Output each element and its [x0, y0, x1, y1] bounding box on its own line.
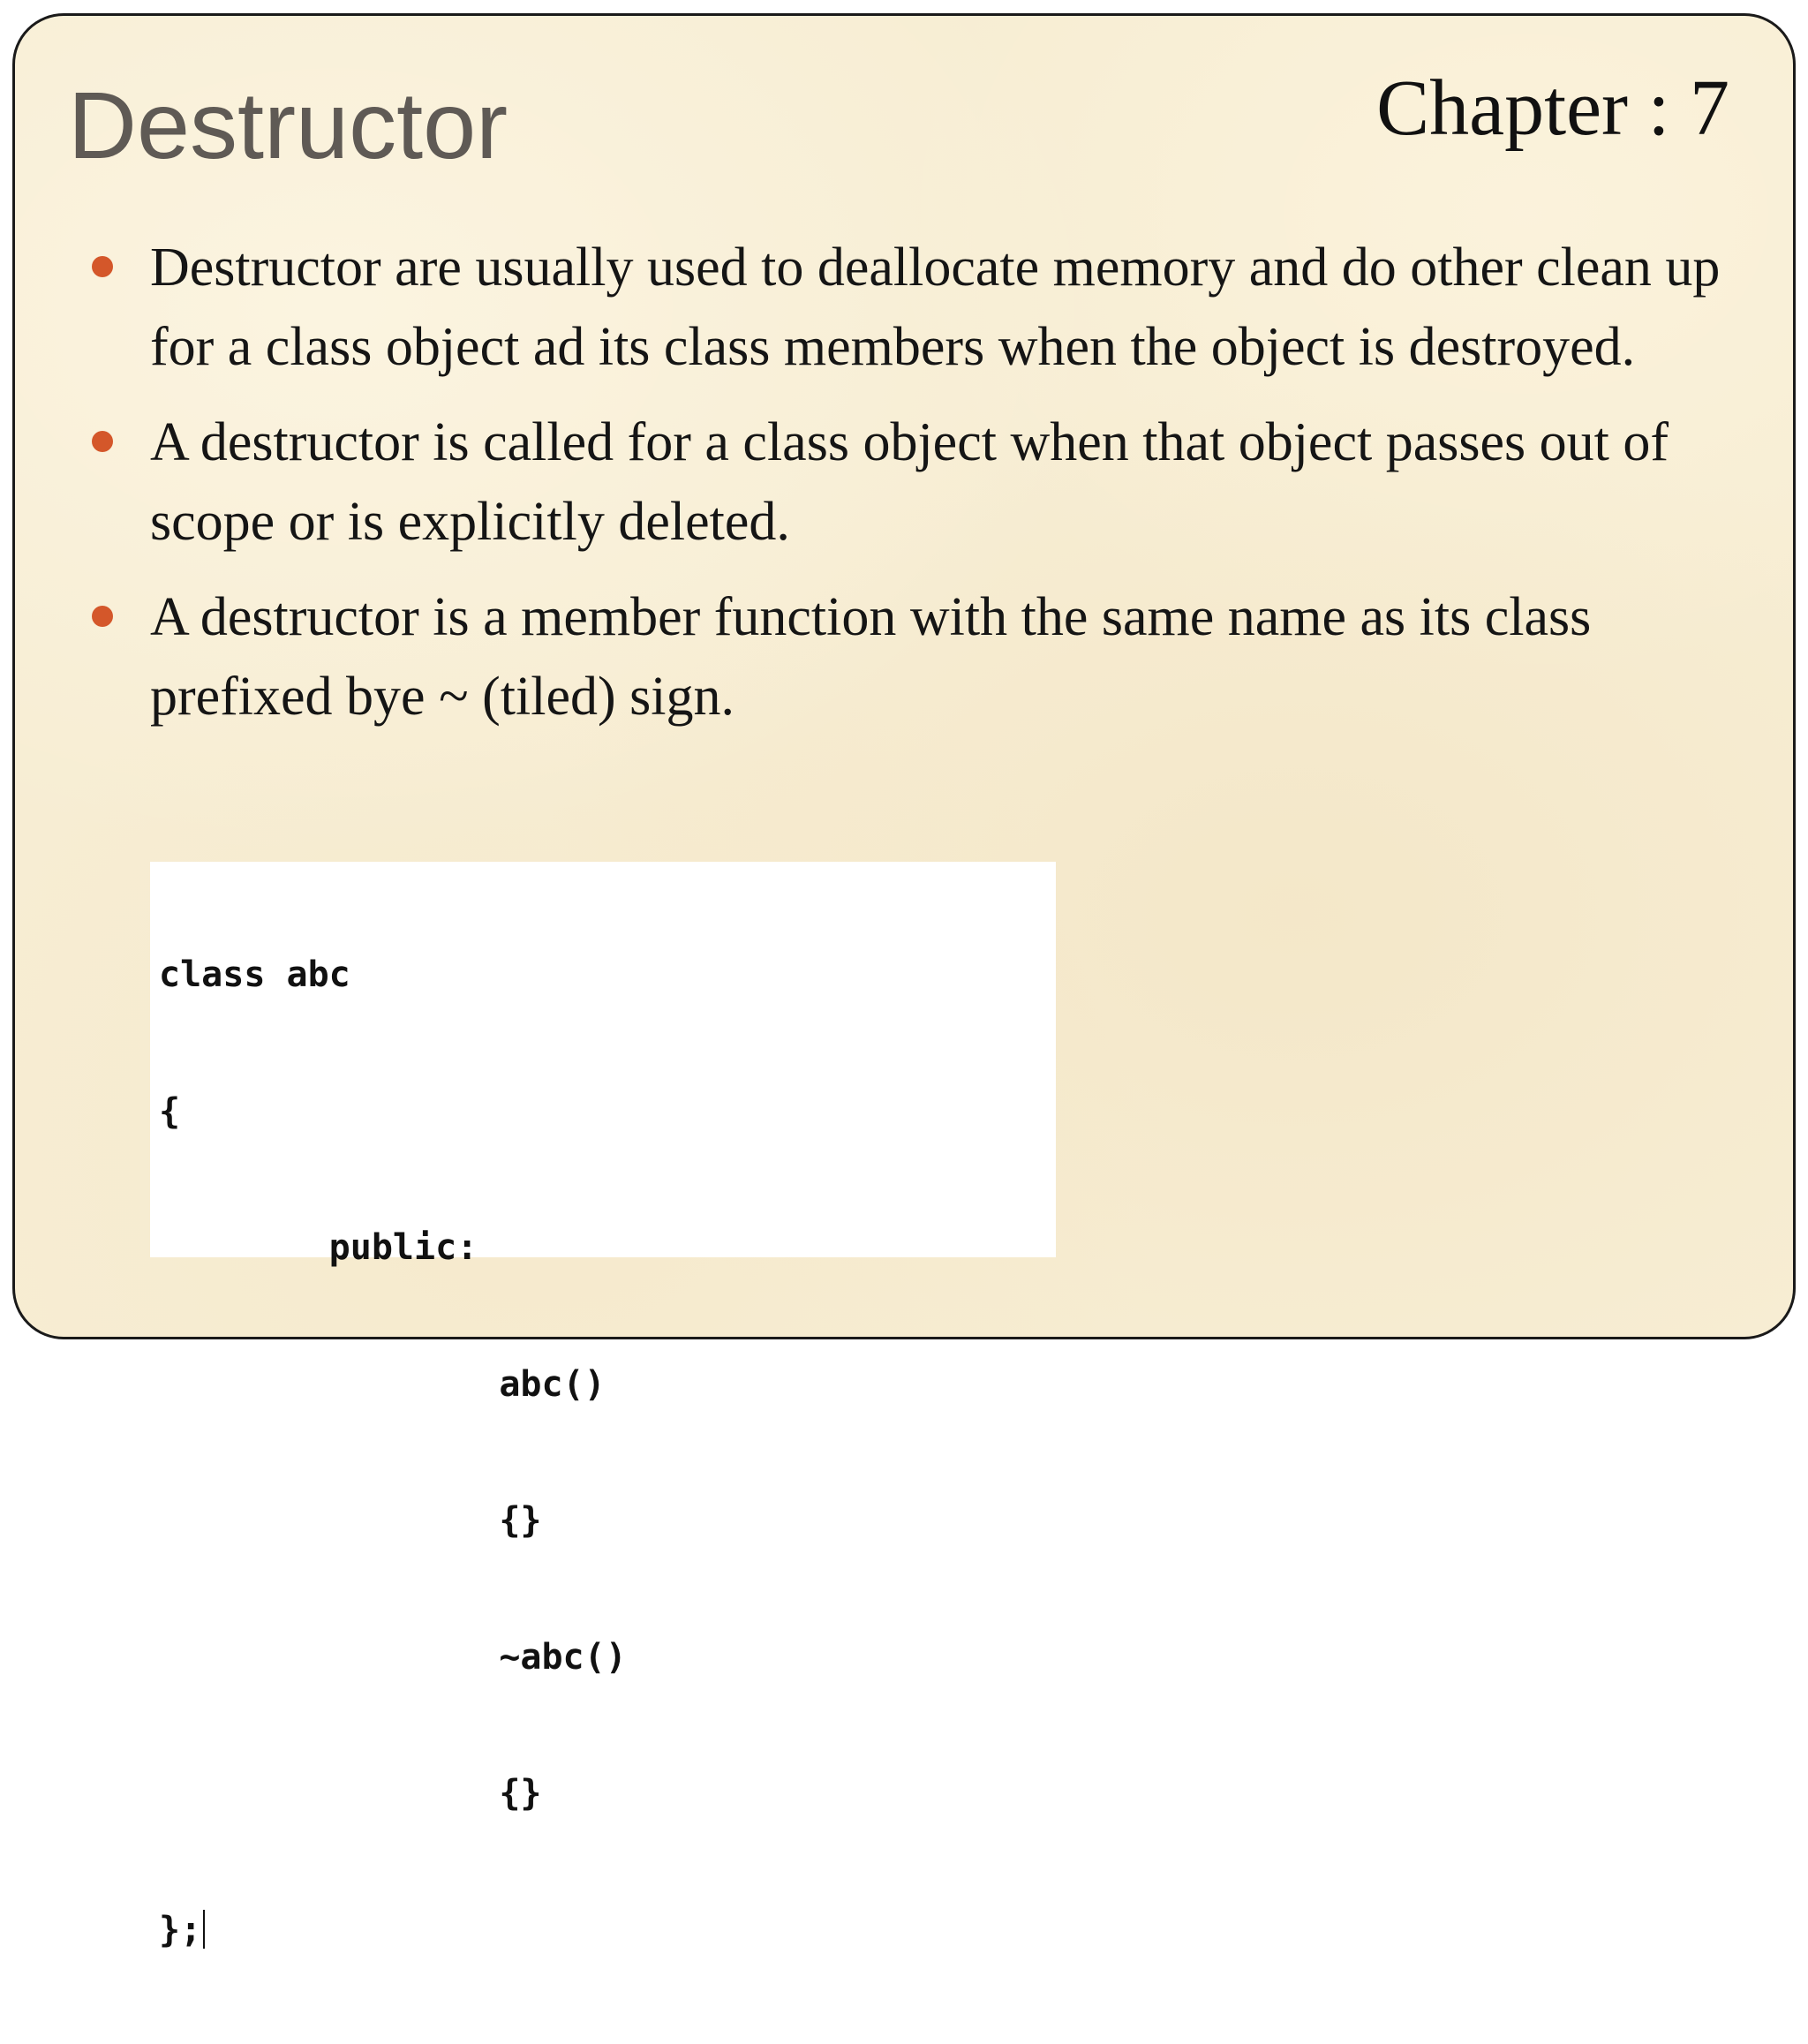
chapter-label: Chapter : 7 [1376, 64, 1729, 152]
code-snippet-image [150, 862, 1056, 1950]
code-line-text: }; [159, 1909, 202, 1950]
code-line: public: [159, 1227, 478, 1268]
bullet-item [90, 577, 1750, 736]
code-line: ~abc() [159, 1636, 627, 1678]
code-line: {} [159, 1500, 542, 1541]
bullet-dot-icon [92, 256, 113, 277]
slide-title: Destructor [68, 72, 508, 178]
code-line: { [159, 1090, 181, 1132]
bullet-text: Destructor are usually used to deallocate memory and do other clean up for a class object ad its class members when the object is destroyed. [150, 238, 1721, 377]
bullet-text: A destructor is called for a class object when that object passes out of scope or is explicitly deleted. [150, 412, 1669, 552]
text-caret [203, 1910, 205, 1949]
slide [12, 13, 1796, 1950]
bullet-item [90, 228, 1750, 387]
code-block [159, 862, 627, 2044]
bullet-dot-icon [92, 606, 113, 627]
bullet-text: A destructor is a member function with the same name as its class prefixed bye ~ (tiled) sign. [150, 587, 1592, 727]
bullet-dot-icon [92, 431, 113, 452]
bullet-item [90, 403, 1750, 562]
code-line: abc() [159, 1363, 606, 1405]
code-line-last [159, 1908, 627, 1954]
code-line: class abc [159, 954, 350, 995]
bullet-list [90, 228, 1750, 752]
code-line: {} [159, 1773, 542, 1814]
